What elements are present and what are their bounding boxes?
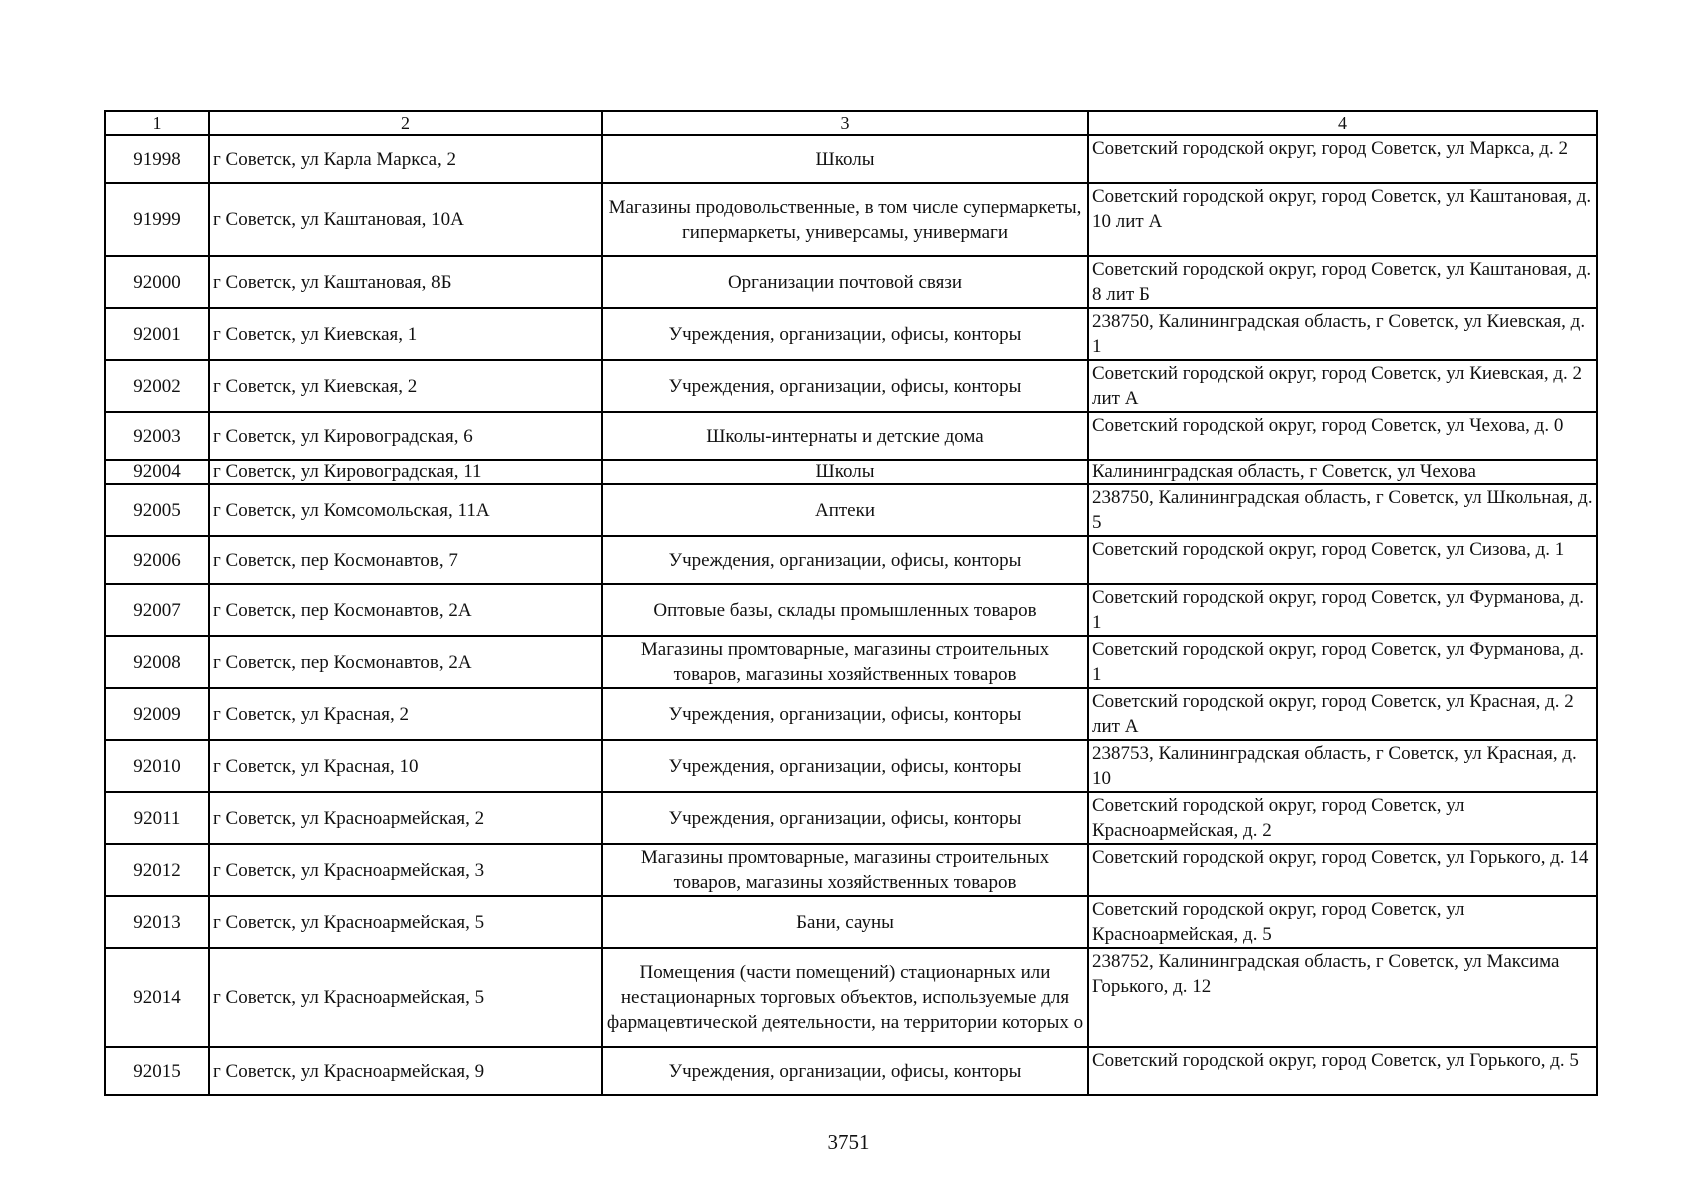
page-number: 3751 [827, 1130, 870, 1154]
header-row [105, 111, 1597, 135]
table-row [105, 536, 1597, 584]
cell-category: Помещения (части помещений) стационарных или нестационарных торговых объектов, используемые для фармацевтической деятельности, на территории которых о [602, 948, 1088, 1047]
cell-id: 92007 [105, 584, 209, 636]
cell-id: 92008 [105, 636, 209, 688]
cell-id: 92009 [105, 688, 209, 740]
cell-id: 92001 [105, 308, 209, 360]
cell-address: г Советск, ул Красная, 10 [209, 740, 602, 792]
table-row [105, 308, 1597, 360]
cell-address: г Советск, пер Космонавтов, 2А [209, 636, 602, 688]
cell-category: Школы [602, 135, 1088, 183]
cell-id: 92012 [105, 844, 209, 896]
table-row [105, 256, 1597, 308]
cell-address: г Советск, пер Космонавтов, 2А [209, 584, 602, 636]
cell-id: 92003 [105, 412, 209, 460]
cell-category: Аптеки [602, 484, 1088, 536]
table-body [105, 135, 1597, 1095]
cell-location: 238753, Калининградская область, г Советск, ул Красная, д. 10 [1088, 740, 1597, 792]
cell-location: Советский городской округ, город Советск, ул Красноармейская, д. 2 [1088, 792, 1597, 844]
cell-category: Учреждения, организации, офисы, конторы [602, 536, 1088, 584]
cell-id: 92010 [105, 740, 209, 792]
cell-category: Учреждения, организации, офисы, конторы [602, 360, 1088, 412]
cell-location: Советский городской округ, город Советск, ул Красноармейская, д. 5 [1088, 896, 1597, 948]
cell-category: Учреждения, организации, офисы, конторы [602, 688, 1088, 740]
table-row [105, 636, 1597, 688]
cell-location: Советский городской округ, город Советск, ул Каштановая, д. 8 лит Б [1088, 256, 1597, 308]
cell-location: Советский городской округ, город Советск, ул Чехова, д. 0 [1088, 412, 1597, 460]
cell-address: г Советск, ул Киевская, 1 [209, 308, 602, 360]
column-header: 3 [602, 111, 1088, 135]
cell-address: г Советск, ул Кировоградская, 11 [209, 460, 602, 484]
cell-location: Советский городской округ, город Советск, ул Фурманова, д. 1 [1088, 584, 1597, 636]
cell-id: 92011 [105, 792, 209, 844]
cell-location: Калининградская область, г Советск, ул Чехова [1088, 460, 1597, 484]
cell-category: Организации почтовой связи [602, 256, 1088, 308]
cell-id: 92002 [105, 360, 209, 412]
table-row [105, 183, 1597, 256]
cell-category: Школы [602, 460, 1088, 484]
cell-id: 92000 [105, 256, 209, 308]
cell-location: Советский городской округ, город Советск, ул Фурманова, д. 1 [1088, 636, 1597, 688]
cell-location: Советский городской округ, город Советск, ул Маркса, д. 2 [1088, 135, 1597, 183]
table-row [105, 844, 1597, 896]
cell-location: 238750, Калининградская область, г Советск, ул Школьная, д. 5 [1088, 484, 1597, 536]
cell-address: г Советск, ул Красноармейская, 9 [209, 1047, 602, 1095]
cell-address: г Советск, ул Красноармейская, 5 [209, 948, 602, 1047]
cell-location: 238752, Калининградская область, г Советск, ул Максима Горького, д. 12 [1088, 948, 1597, 1047]
table-row [105, 135, 1597, 183]
cell-category: Магазины промтоварные, магазины строительных товаров, магазины хозяйственных товаров [602, 844, 1088, 896]
cell-id: 92014 [105, 948, 209, 1047]
cell-location: Советский городской округ, город Советск, ул Красная, д. 2 лит А [1088, 688, 1597, 740]
table-row [105, 360, 1597, 412]
cell-id: 92015 [105, 1047, 209, 1095]
table-row [105, 740, 1597, 792]
cell-category: Школы-интернаты и детские дома [602, 412, 1088, 460]
cell-address: г Советск, ул Киевская, 2 [209, 360, 602, 412]
table-row [105, 896, 1597, 948]
cell-location: 238750, Калининградская область, г Советск, ул Киевская, д. 1 [1088, 308, 1597, 360]
cell-category: Учреждения, организации, офисы, конторы [602, 740, 1088, 792]
cell-id: 92013 [105, 896, 209, 948]
table-row [105, 688, 1597, 740]
cell-address: г Советск, ул Комсомольская, 11А [209, 484, 602, 536]
cell-location: Советский городской округ, город Советск, ул Сизова, д. 1 [1088, 536, 1597, 584]
registry-table [104, 110, 1598, 1096]
table-row [105, 792, 1597, 844]
cell-address: г Советск, ул Каштановая, 10А [209, 183, 602, 256]
cell-address: г Советск, ул Красноармейская, 2 [209, 792, 602, 844]
table-row [105, 484, 1597, 536]
cell-location: Советский городской округ, город Советск, ул Киевская, д. 2 лит А [1088, 360, 1597, 412]
column-header: 2 [209, 111, 602, 135]
cell-category: Учреждения, организации, офисы, конторы [602, 308, 1088, 360]
cell-address: г Советск, ул Каштановая, 8Б [209, 256, 602, 308]
cell-address: г Советск, ул Кировоградская, 6 [209, 412, 602, 460]
cell-location: Советский городской округ, город Советск, ул Каштановая, д. 10 лит А [1088, 183, 1597, 256]
cell-address: г Советск, ул Красноармейская, 3 [209, 844, 602, 896]
cell-id: 91998 [105, 135, 209, 183]
cell-location: Советский городской округ, город Советск, ул Горького, д. 14 [1088, 844, 1597, 896]
cell-address: г Советск, пер Космонавтов, 7 [209, 536, 602, 584]
cell-id: 92004 [105, 460, 209, 484]
column-header: 1 [105, 111, 209, 135]
cell-address: г Советск, ул Карла Маркса, 2 [209, 135, 602, 183]
table-row [105, 584, 1597, 636]
cell-category: Учреждения, организации, офисы, конторы [602, 792, 1088, 844]
cell-location: Советский городской округ, город Советск, ул Горького, д. 5 [1088, 1047, 1597, 1095]
cell-id: 92005 [105, 484, 209, 536]
cell-id: 92006 [105, 536, 209, 584]
column-header: 4 [1088, 111, 1597, 135]
table-row [105, 460, 1597, 484]
cell-category: Учреждения, организации, офисы, конторы [602, 1047, 1088, 1095]
table-row [105, 1047, 1597, 1095]
cell-id: 91999 [105, 183, 209, 256]
cell-category: Магазины промтоварные, магазины строительных товаров, магазины хозяйственных товаров [602, 636, 1088, 688]
cell-address: г Советск, ул Красноармейская, 5 [209, 896, 602, 948]
cell-category: Магазины продовольственные, в том числе супермаркеты, гипермаркеты, универсамы, универмаги [602, 183, 1088, 256]
table-row [105, 948, 1597, 1047]
cell-category: Оптовые базы, склады промышленных товаров [602, 584, 1088, 636]
cell-address: г Советск, ул Красная, 2 [209, 688, 602, 740]
cell-category: Бани, сауны [602, 896, 1088, 948]
table-row [105, 412, 1597, 460]
